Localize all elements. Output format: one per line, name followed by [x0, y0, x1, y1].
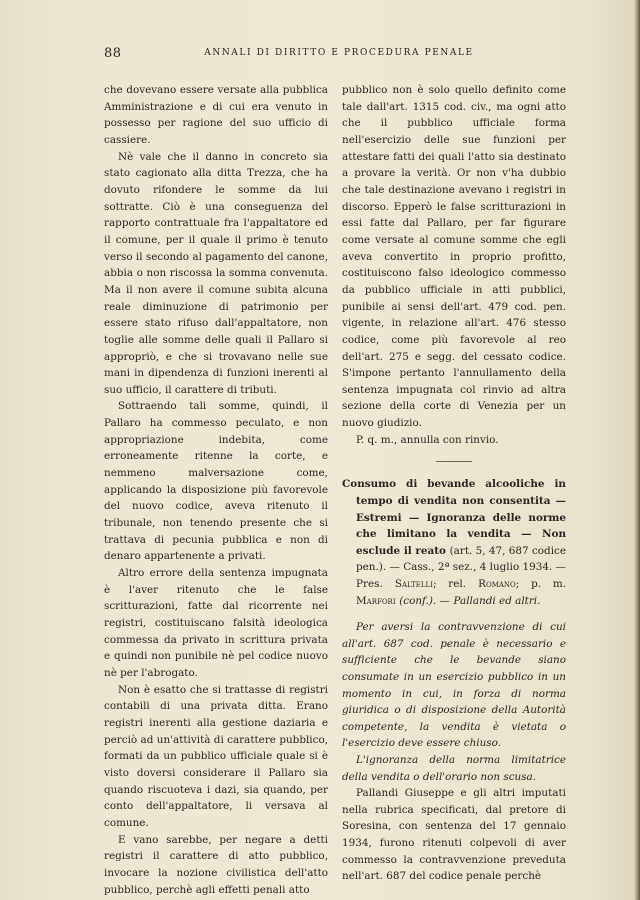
conf-note: (conf.)	[399, 594, 433, 607]
rel-label: ; rel.	[432, 578, 467, 590]
paragraph: Altro errore della sentenza impugnata è l'aver ritenuto che le false scritturazioni, fatte dal ricorrente nei registri, costituiscano falsità ideologica commessa da privato in scrittura privata e quindi non punibile nè pel codice nuovo nè per l'abrogato.	[104, 567, 328, 679]
dash-separator: . —	[432, 594, 450, 607]
case-parties: Pallandi ed altri.	[453, 594, 541, 607]
paragraph: Sottraendo tali somme, quindi, il Pallaro ha commesso peculato, e non appropriazione indebita, come erroneamente ritenne la corte, e nemmeno malversazione come, applicando la disposizione più favorevole del nuovo codice, aveva ritenuto il tribunale, non tenendo presente che si trattava di pecunia pubblica e non di denaro appartenente a privati.	[104, 400, 328, 563]
paragraph: che dovevano essere versate alla pubblica Amministrazione e di cui era venuto in possesso per ragione del suo ufficio di cassiere.	[104, 84, 328, 146]
page-number: 88	[104, 46, 122, 61]
section-separator	[436, 461, 472, 462]
verdict-line: P. q. m., annulla con rinvio.	[356, 433, 499, 446]
paragraph: Non è esatto che si trattasse di registri contabili di una privata ditta. Erano registri inerenti alla gestione daziaria e perciò ad un'attività di carattere pubblico, formati da un pubblico ufficiale quale si è visto doversi considerare il Pallaro sia quando riscuoteva i dazi, sia quando, per conto dell'appaltatore, li versava al comune.	[104, 683, 328, 829]
prosecutor-name: Marfori	[356, 594, 396, 607]
page-edge-shadow	[634, 0, 640, 900]
running-title: ANNALI DI DIRITTO E PROCEDURA PENALE	[204, 48, 474, 58]
paragraph: Pallandi Giuseppe e gli altri imputati nella rubrica specificati, dal pretore di Soresina, con sentenza del 17 gennaio 1934, furono ritenuti colpevoli di aver commesso la contravvenzione preveduta nell'art. 687 del codice penale perchè	[342, 787, 566, 883]
case-heading	[342, 476, 566, 609]
paragraph: Nè vale che il danno in concreto sia stato cagionato alla ditta Trezza, che ha dovuto rifondere le somme da lui sottratte. Ciò è una conseguenza del rapporto contrattuale fra l'appaltatore ed il comune, per il quale il primo è tenuto verso il secondo al pagamento del canone, abbia o non riscossa la somma convenuta. Ma il non avere il comune subita alcuna reale diminuzione di patrimonio per essere stato rifuso dall'appaltatore, non toglie alle somme delle quali il Pallaro si appropriò, e che si trovavano nelle sue mani in dipendenza di funzioni inerenti al suo ufficio, il carattere di tributi.	[104, 150, 328, 396]
rapporteur-name: Romano	[478, 578, 516, 590]
case-heading-title: Consumo di bevande alcooliche in tempo di vendita non consentita — Estremi — Ignoranza delle norme che limitano la vendita — Non esclude il reato	[342, 478, 566, 557]
page-header	[104, 46, 546, 66]
pm-label: ; p. m.	[515, 578, 567, 590]
left-column	[104, 82, 328, 898]
summary-paragraph: L'ignoranza della norma limitatrice della vendita o dell'orario non scusa.	[342, 753, 566, 783]
president-name: Saltelli	[394, 578, 433, 590]
summary-paragraph: Per aversi la contravvenzione di cui all'art. 687 cod. penale è necessario e sufficiente che le bevande siano consumate in un esercizio pubblico in un momento in cui, in forza di norma giuridica o di disposizione della Autorità competente, la vendita è vietata o l'esercizio deve essere chiuso.	[342, 621, 566, 750]
case-citation: (art. 5, 47, 687 codice pen.). — Cass., 2ª sez., 4 luglio 1934. — Pres.	[356, 544, 566, 590]
paragraph: pubblico non è solo quello definito come tale dall'art. 1315 cod. civ., ma ogni atto che il pubblico ufficiale forma nell'esercizio delle sue funzioni per attestare fatti dei quali l'atto sia destinato a provare la verità. Or non v'ha dubbio che tale destinazione avevano i registri in discorso. Epperò le false scritturazioni in essi fatte dal Pallaro, per far figurare come versate al comune somme che egli aveva convertito in proprio profitto, costituiscono falso ideologico commesso da pubblico ufficiale in atti pubblici, punibile ai sensi dell'art. 479 cod. pen. vigente, in relazione all'art. 476 stesso codice, come più favorevole al reo dell'art. 275 e segg. del cessato codice. S'impone pertanto l'annullamento della sentenza impugnata col rinvio ad altra sezione della corte di Venezia per un nuovo giudizio.	[342, 84, 566, 430]
case-summary	[342, 619, 566, 785]
paragraph: E vano sarebbe, per negare a detti registri il carattere di atto pubblico, invocare la nozione civilistica dell'atto pubblico, perchè agli effetti penali atto	[104, 833, 328, 896]
right-column	[342, 82, 566, 885]
